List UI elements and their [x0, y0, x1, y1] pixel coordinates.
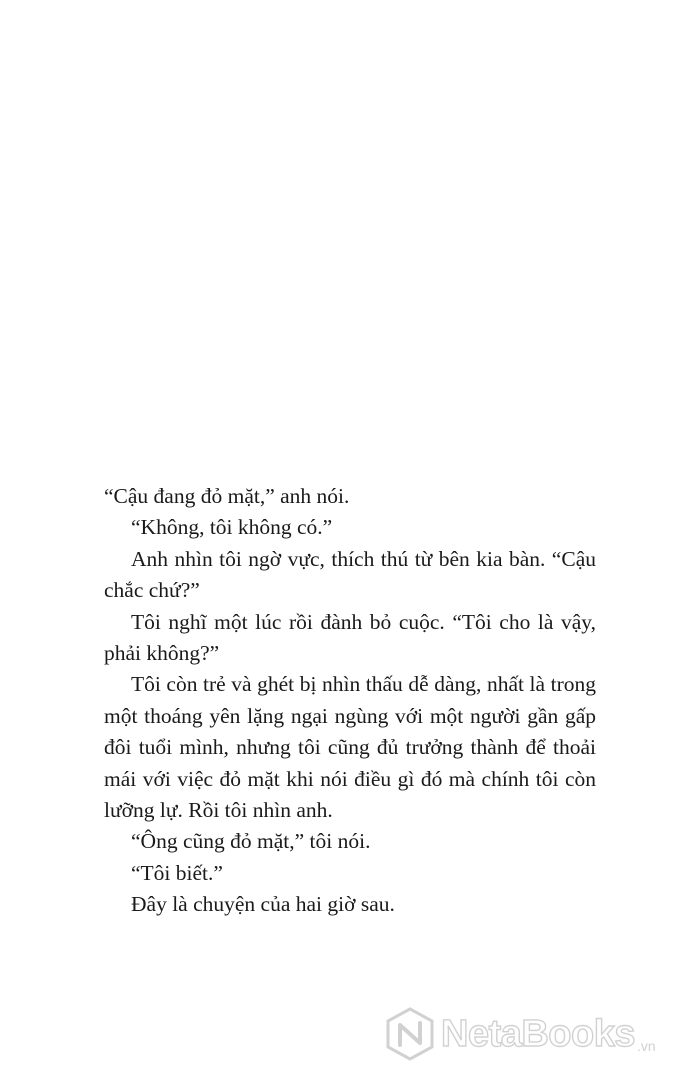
netabooks-logo-icon: [385, 1007, 435, 1061]
paragraph-1: “Cậu đang đỏ mặt,” anh nói.: [104, 484, 350, 508]
paragraph-4: Tôi nghĩ một lúc rồi đành bỏ cuộc. “Tôi cho là vậy, phải không?”: [104, 609, 596, 666]
paragraph-5: Tôi còn trẻ và ghét bị nhìn thấu dễ dàng, nhất là trong một thoáng yên lặng ngại ngùng với một người gần gấp đôi tuổi mình, nhưng tôi cũng đủ trưởng thành để thoải mái với việc đỏ mặt khi nói điều gì đó mà chính tôi còn lưỡng lự. Rồi tôi nhìn anh.: [104, 672, 596, 823]
paragraph-3: Anh nhìn tôi ngờ vực, thích thú từ bên kia bàn. “Cậu chắc chứ?”: [104, 546, 596, 603]
page-body-text: [104, 481, 596, 921]
paragraph-8: Đây là chuyện của hai giờ sau.: [131, 892, 395, 917]
paragraph-2: “Không, tôi không có.”: [131, 515, 333, 540]
watermark-brand-text: NetaBooks: [441, 1012, 635, 1055]
paragraph-6: “Ông cũng đỏ mặt,” tôi nói.: [131, 829, 371, 854]
netabooks-watermark: [385, 1006, 656, 1062]
paragraph-7: “Tôi biết.”: [131, 860, 223, 885]
watermark-domain-suffix: .vn: [637, 1038, 656, 1054]
